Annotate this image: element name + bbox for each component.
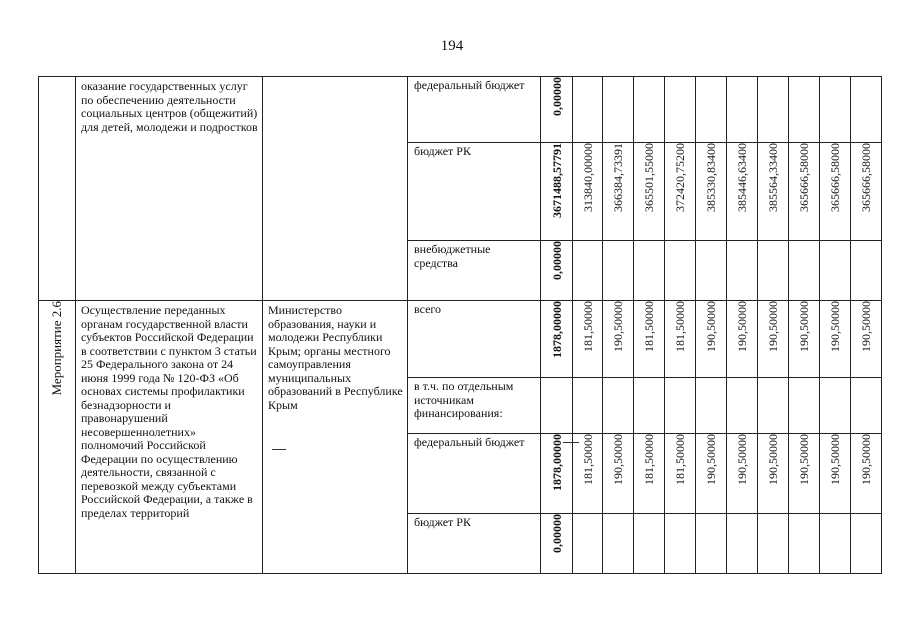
year-cell [603, 434, 634, 514]
year-value: 181,50000 [642, 434, 656, 485]
year-cell [820, 77, 851, 143]
year-cell [603, 301, 634, 378]
total-value: 3671488,57791 [549, 143, 564, 218]
year-cell [634, 434, 665, 514]
total-cell [541, 301, 573, 378]
year-cell [758, 301, 789, 378]
year-cell [851, 434, 882, 514]
year-value: 385446,63400 [735, 143, 749, 212]
source-label: бюджет РК [414, 144, 471, 158]
year-value: 365666,58000 [797, 143, 811, 212]
year-cell [851, 514, 882, 574]
year-value: 190,50000 [797, 434, 811, 485]
total-cell [541, 143, 573, 241]
year-cell [727, 301, 758, 378]
year-value: 190,50000 [859, 434, 873, 485]
year-cell [758, 241, 789, 301]
year-cell [820, 514, 851, 574]
year-cell [758, 77, 789, 143]
year-cell [603, 77, 634, 143]
year-cell [758, 434, 789, 514]
budget-table [38, 76, 882, 574]
source-cell [408, 77, 541, 143]
stage-label: Мероприятие 2.6 [49, 301, 64, 396]
year-value: 190,50000 [828, 434, 842, 485]
year-cell [634, 378, 665, 434]
total-cell [541, 77, 573, 143]
year-cell [573, 514, 603, 574]
year-cell [573, 301, 603, 378]
year-cell [573, 241, 603, 301]
year-cell [851, 143, 882, 241]
year-cell [789, 378, 820, 434]
year-value: 190,50000 [735, 301, 749, 352]
total-cell [541, 514, 573, 574]
year-cell [634, 241, 665, 301]
year-value: 366384,73391 [611, 143, 625, 212]
year-cell [665, 77, 696, 143]
year-cell [820, 378, 851, 434]
table-body [39, 77, 882, 574]
year-cell [603, 378, 634, 434]
description-text: Осуществление переданных органам государственной власти субъектов Российской Федерации в соответствии с пунктом 3 статьи 25 Федерального закона от 24 июня 1999 года № 120-ФЗ «Об основах системы профилактики безнадзорности и правонарушений несовершеннолетних» полномочий Российской Федерации по осуществлению деятельности, связанной с перевозкой между субъектами Российской Федерации, а также в пределах территорий [81, 303, 257, 520]
year-cell [820, 301, 851, 378]
year-cell [727, 241, 758, 301]
year-cell [573, 378, 603, 434]
year-value: 190,50000 [611, 301, 625, 352]
year-value: 372420,75200 [673, 143, 687, 212]
table-row [39, 301, 882, 378]
year-cell [696, 241, 727, 301]
year-cell [851, 241, 882, 301]
source-label: бюджет РК [414, 515, 471, 529]
year-value: 190,50000 [704, 301, 718, 352]
year-value: 313840,00000 [580, 143, 595, 212]
source-label: внебюджетные средства [414, 242, 491, 270]
year-cell [758, 378, 789, 434]
description-cell [76, 77, 263, 301]
year-cell [696, 378, 727, 434]
table-row [39, 77, 882, 143]
pen-mark [272, 449, 286, 450]
year-cell [665, 434, 696, 514]
year-cell [634, 514, 665, 574]
year-cell [727, 434, 758, 514]
source-cell [408, 378, 541, 434]
year-cell [603, 143, 634, 241]
year-cell [820, 434, 851, 514]
executor-text: Министерство образования, науки и молодежи Республики Крым; органы местного самоуправления муниципальных образований в Республике Крым [268, 303, 403, 412]
year-value: 190,50000 [828, 301, 842, 352]
year-cell [789, 301, 820, 378]
year-cell [820, 241, 851, 301]
year-cell [665, 241, 696, 301]
year-cell [696, 77, 727, 143]
year-cell [820, 143, 851, 241]
year-cell [665, 378, 696, 434]
year-cell [696, 434, 727, 514]
source-label: федеральный бюджет [414, 435, 525, 449]
year-cell [789, 514, 820, 574]
page-number: 194 [440, 38, 464, 54]
source-label: в т.ч. по отдельным источникам финансирования: [414, 379, 514, 420]
source-cell [408, 241, 541, 301]
year-cell [603, 241, 634, 301]
total-value: 1878,00000 [549, 434, 564, 491]
year-cell [665, 301, 696, 378]
total-cell [541, 241, 573, 301]
year-cell [851, 77, 882, 143]
year-value: 190,50000 [797, 301, 811, 352]
total-value: 0,00000 [549, 77, 564, 116]
description-text: оказание государственных услуг по обеспечению деятельности социальных центров (общежитий) для детей, молодежи и подростков [81, 79, 258, 134]
year-value: 181,50000 [642, 301, 656, 352]
year-cell [851, 301, 882, 378]
year-cell [727, 143, 758, 241]
source-cell [408, 514, 541, 574]
stage-cell [39, 301, 76, 574]
year-cell [727, 378, 758, 434]
year-value: 190,50000 [766, 434, 780, 485]
source-label: всего [414, 302, 442, 316]
year-cell [789, 241, 820, 301]
pen-mark [563, 442, 579, 443]
year-value: 181,50000 [580, 434, 595, 485]
year-cell [758, 514, 789, 574]
source-cell [408, 434, 541, 514]
source-label: федеральный бюджет [414, 78, 525, 92]
year-cell [789, 434, 820, 514]
year-cell [696, 301, 727, 378]
stage-cell-empty [39, 77, 76, 301]
year-value: 385330,83400 [704, 143, 718, 212]
total-cell [541, 434, 573, 514]
year-cell [851, 378, 882, 434]
year-cell [665, 143, 696, 241]
year-value: 365666,58000 [828, 143, 842, 212]
year-value: 190,50000 [735, 434, 749, 485]
year-value: 181,50000 [673, 301, 687, 352]
year-value: 365501,55000 [642, 143, 656, 212]
year-cell [758, 143, 789, 241]
year-value: 190,50000 [859, 301, 873, 352]
description-cell [76, 301, 263, 574]
year-cell [696, 143, 727, 241]
year-cell [665, 514, 696, 574]
year-cell [634, 143, 665, 241]
source-cell [408, 301, 541, 378]
year-value: 181,50000 [673, 434, 687, 485]
year-cell [789, 143, 820, 241]
year-cell [789, 77, 820, 143]
year-cell [727, 77, 758, 143]
executor-cell-empty [263, 77, 408, 301]
total-cell [541, 378, 573, 434]
year-cell [573, 77, 603, 143]
year-cell [696, 514, 727, 574]
year-value: 385564,33400 [766, 143, 780, 212]
year-value: 190,50000 [766, 301, 780, 352]
year-value: 181,50000 [580, 301, 595, 352]
total-value: 0,00000 [549, 514, 564, 553]
year-cell [634, 77, 665, 143]
year-cell [573, 143, 603, 241]
source-cell [408, 143, 541, 241]
year-value: 365666,58000 [859, 143, 873, 212]
total-value: 1878,00000 [549, 301, 564, 358]
year-cell [573, 434, 603, 514]
executor-cell [263, 301, 408, 574]
year-cell [603, 514, 634, 574]
total-value: 0,00000 [549, 241, 564, 280]
year-cell [634, 301, 665, 378]
year-cell [727, 514, 758, 574]
year-value: 190,50000 [704, 434, 718, 485]
year-value: 190,50000 [611, 434, 625, 485]
